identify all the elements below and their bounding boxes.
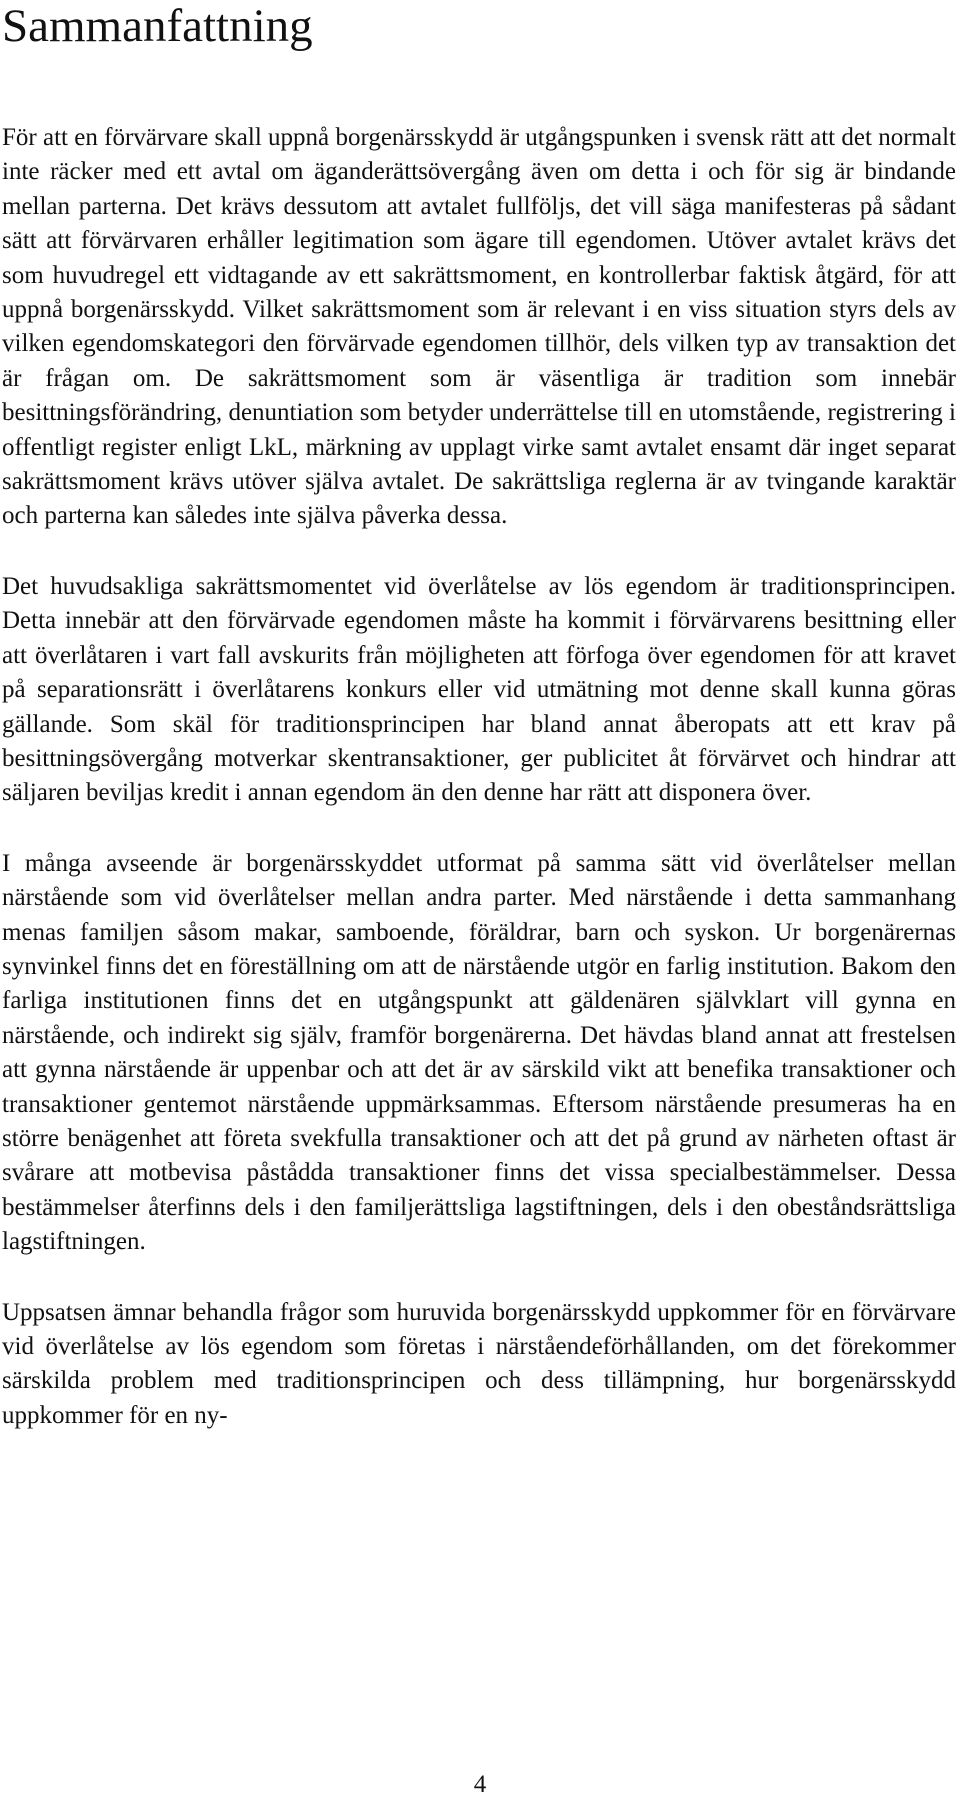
paragraph-4: Uppsatsen ämnar behandla frågor som huruvida borgenärsskydd uppkommer för en förvärvare vid överlåtelse av lös egendom som företas i närståendeförhållanden, om det förekommer särskilda problem med traditionsprincipen och dess tillämpning, hur borgenärsskydd uppkommer för en ny- [2, 1298, 956, 1429]
paragraph-1: För att en förvärvare skall uppnå borgenärsskydd är utgångspunken i svensk rätt att det normalt inte räcker med ett avtal om äganderättsövergång även om detta i och för sig är bindande mellan parterna. Det krävs dessutom att avtalet fullföljs, det vill säga manifesteras på sådant sätt att förvärvaren erhåller legitimation som ägare till egendomen. Utöver avtalet krävs det som huvudregel ett vidtagande av ett sakrättsmoment, en kontrollerbar faktisk åtgärd, för att uppnå borgenärsskydd. Vilket sakrättsmoment som är relevant i en viss situation styrs dels av vilken egendomskategori den förvärvade egendomen tillhör, dels vilken typ av transaktion det är frågan om. De sakrättsmoment som är väsentliga är tradition som innebär besittningsförändring, denuntiation som betyder underrättelse till en utomstående, registrering i offentligt register enligt LkL, märkning av upplagt virke samt avtalet ensamt där inget separat sakrättsmoment krävs utöver själva avtalet. De sakrättsliga reglerna är av tvingande karaktär och parterna kan således inte själva påverka dessa. [2, 124, 956, 530]
document-body [2, 121, 956, 1469]
paragraph-2: Det huvudsakliga sakrättsmomentet vid överlåtelse av lös egendom är traditionsprincipen. Detta innebär att den förvärvade egendomen måste ha kommit i förvärvarens besittning eller att överlåtaren i vart fall avskurits från möjligheten att förfoga över egendomen för att kravet på separationsrätt i överlåtarens konkurs eller vid utmätning mot denne skall kunna göras gällande. Som skäl för traditionsprincipen har bland annat åberopats att ett krav på besittningsövergång motverkar skentransaktioner, ger publicitet åt förvärvet och hindrar att säljaren beviljas kredit i annan egendom än den denne har rätt att disponera över. [2, 572, 956, 807]
page-title: Sammanfattning [2, 0, 313, 52]
paragraph-3: I många avseende är borgenärsskyddet utformat på samma sätt vid överlåtelser mellan närstående som vid överlåtelser mellan andra parter. Med närstående i detta sammanhang menas familjen såsom makar, samboende, föräldrar, barn och syskon. Ur borgenärernas synvinkel finns det en föreställning om att de närstående utgör en farlig institution. Bakom den farliga institutionen finns det en utgångspunkt att gäldenären självklart vill gynna en närstående, och indirekt sig själv, framför borgenärerna. Det hävdas bland annat att frestelsen att gynna närstående är uppenbar och att det är av särskild vikt att benefika transaktioner och transaktioner gentemot närstående uppmärksammas. Eftersom närstående presumeras ha en större benägenhet att företa svekfulla transaktioner och att det på grund av närheten oftast är svårare att motbevisa påstådda transaktioner finns det vissa specialbestämmelser. Dessa bestämmelser återfinns dels i den familjerättsliga lagstiftningen, dels i den obeståndsrättsliga lagstiftningen. [2, 849, 956, 1256]
page-number: 4 [473, 1771, 487, 1798]
